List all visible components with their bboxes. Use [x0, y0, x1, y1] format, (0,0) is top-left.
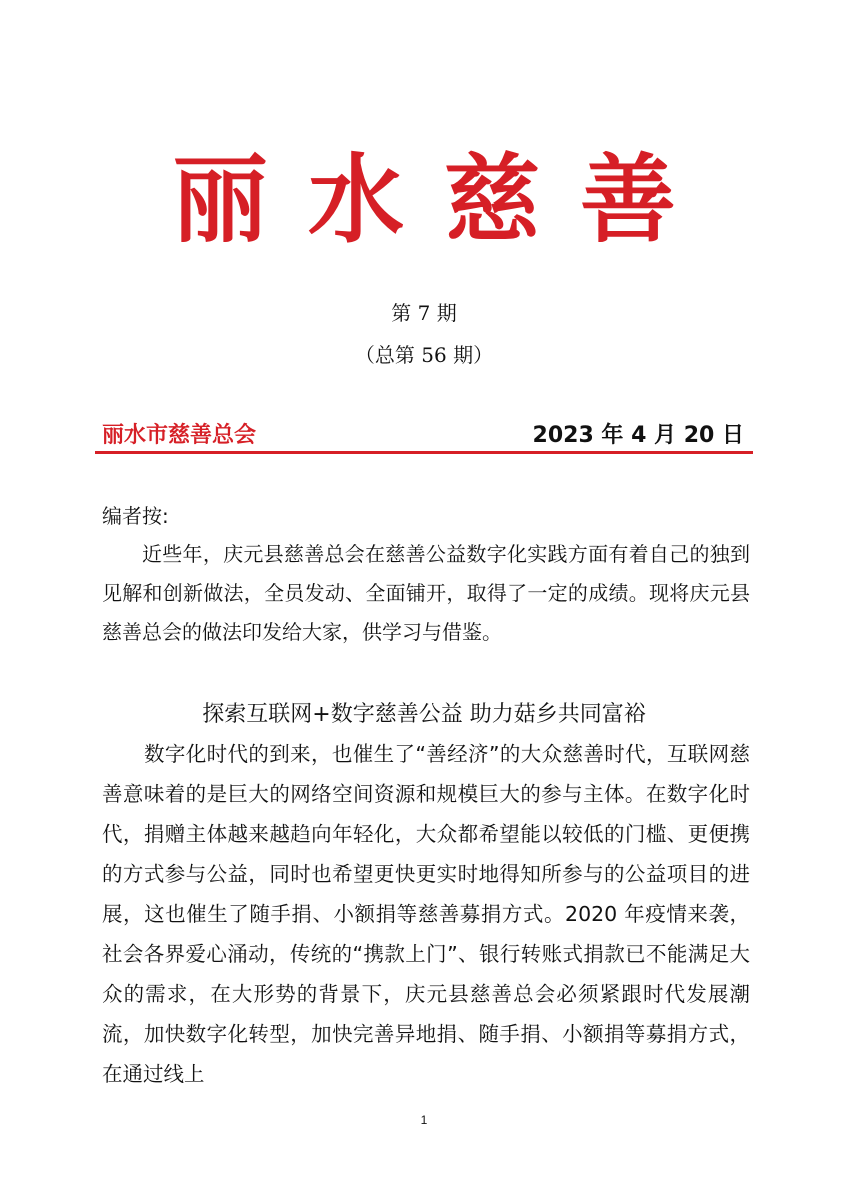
issue-total: （总第 56 期）	[354, 343, 494, 367]
masthead-title-text: 丽水慈善	[172, 143, 716, 256]
publication-date: 2023 年 4 月 20 日	[532, 423, 744, 448]
issue-number: 第 7 期	[391, 301, 457, 325]
masthead-title	[0, 145, 848, 255]
header-divider	[95, 451, 753, 454]
editor-note-body: 近些年，庆元县慈善总会在慈善公益数字化实践方面有着自己的独到见解和创新做法，全员发动、全面铺开，取得了一定的成绩。现将庆元县慈善总会的做法印发给大家，供学习与借鉴。	[102, 542, 750, 644]
page-number: 1	[420, 1113, 428, 1127]
editor-note-label: 编者按:	[102, 504, 169, 528]
publisher-name: 丽水市慈善总会	[102, 423, 257, 448]
article-body: 数字化时代的到来，也催生了“善经济”的大众慈善时代，互联网慈善意味着的是巨大的网络空间资源和规模巨大的参与主体。在数字化时代，捐赠主体越来越趋向年轻化，大众都希望能以较低的门槛、更便携的方式参与公益，同时也希望更快更实时地得知所参与的公益项目的进展，这也催生了随手捐、小额捐等慈善募捐方式。2020 年疫情来袭，社会各界爱心涌动，传统的“携款上门”、银行转账式捐款已不能满足大众的需求，在大形势的背景下，庆元县慈善总会必须紧跟时代发展潮流，加快数字化转型，加快完善异地捐、随手捐、小额捐等募捐方式，在通过线上	[102, 742, 750, 1086]
article-title: 探索互联网+数字慈善公益 助力菇乡共同富裕	[202, 702, 646, 727]
